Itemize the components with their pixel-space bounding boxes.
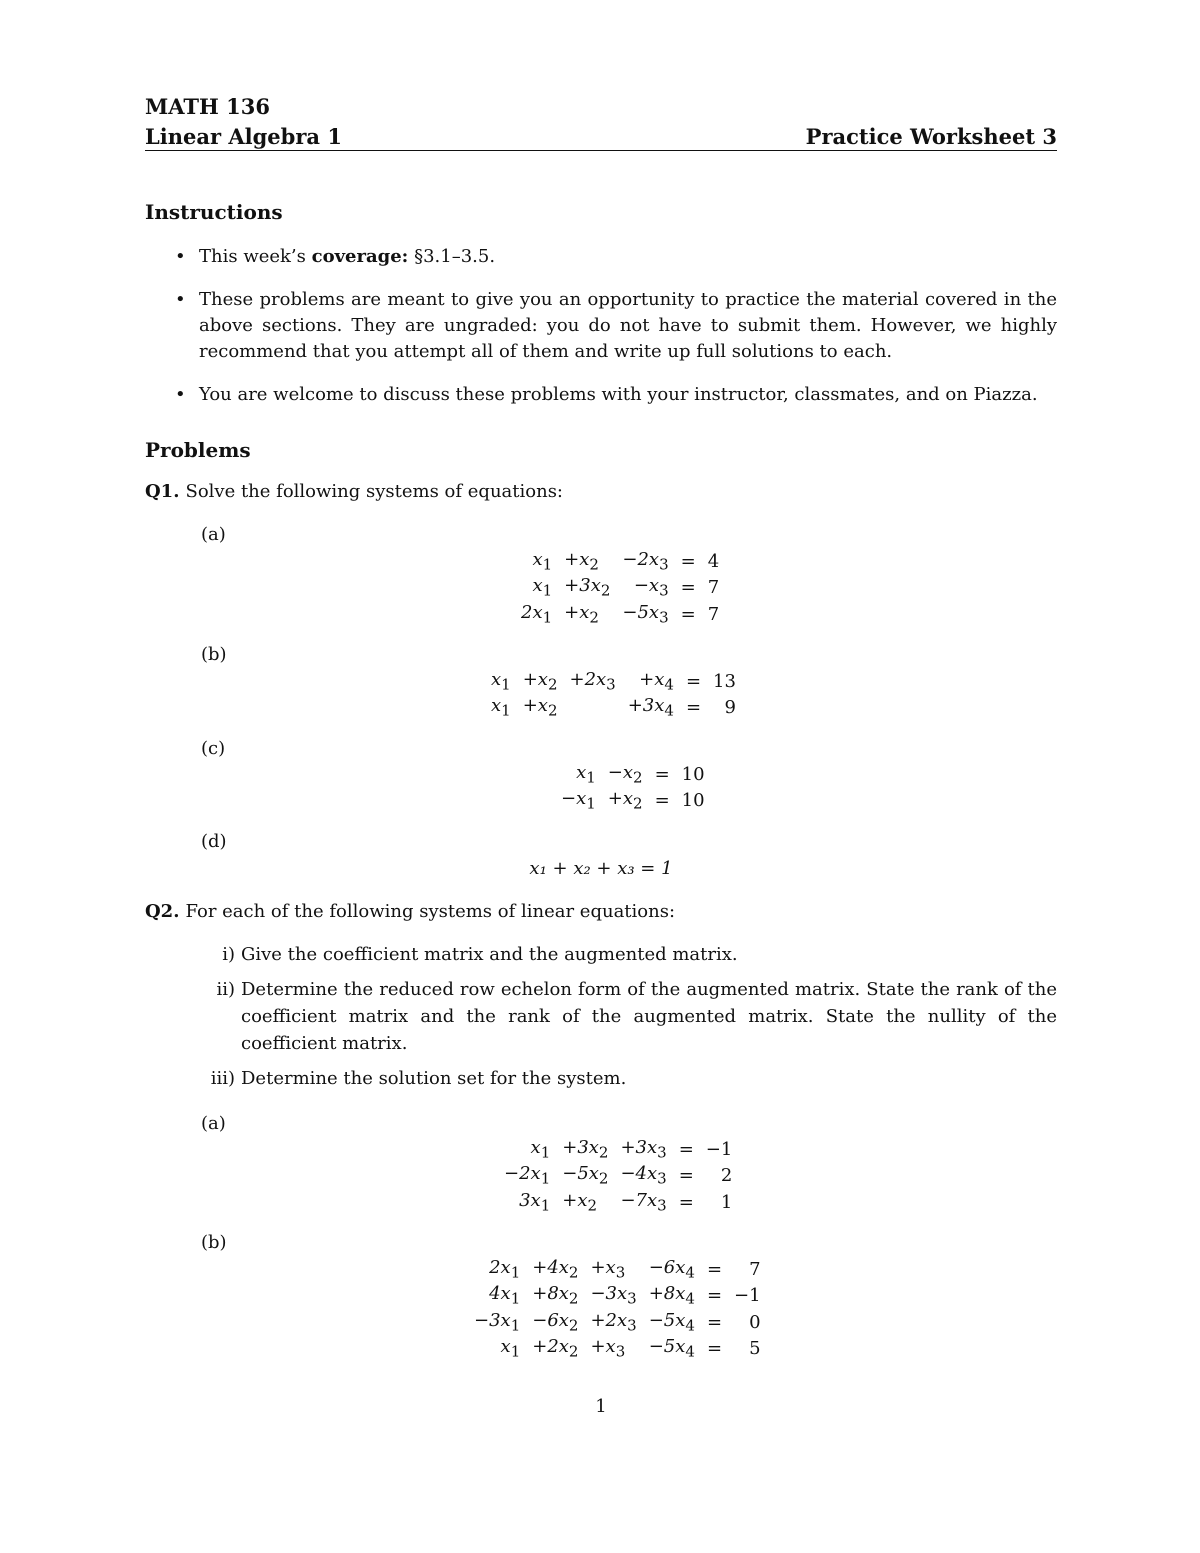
q1-part-a-label: (a)	[201, 524, 226, 545]
course-title: Linear Algebra 1	[145, 124, 342, 149]
equation-row: $-2x_1$ $-5x_2$ $-4x_3$ = 2	[504, 1163, 733, 1189]
equation-row: $4x_1$ $+8x_2$ $-3x_3$ $+8x_4$ = −1	[489, 1283, 761, 1309]
equation-row: $-3x_1$ $-6x_2$ $+2x_3$ $-5x_4$ = 0	[474, 1309, 761, 1335]
equation-row: $3x_1$ $+x_2$ $-7x_3$ = 1	[519, 1189, 733, 1215]
q2a-system	[498, 1136, 738, 1216]
q2b-system	[468, 1256, 767, 1362]
q1a-system	[515, 548, 725, 628]
worksheet-title: Practice Worksheet 3	[805, 124, 1057, 149]
equation-row: $x_1$ $+x_2$ $+3x_4$ = 9	[491, 695, 736, 721]
q1-part-b-label: (b)	[201, 644, 227, 665]
q2-instruction-item: iii) Determine the solution set for the system.	[210, 1068, 627, 1089]
worksheet-page	[145, 0, 1057, 1553]
equation-row: $-x_1$ $+x_2$ = 10	[561, 788, 705, 814]
instruction-item: • You are welcome to discuss these problems with your instructor, classmates, and on Piazza.	[145, 382, 1057, 408]
instruction-item: • These problems are meant to give you an opportunity to practice the material covered in the above sections. They are ungraded: you do not have to submit them. However, we highly recommend that you attempt all of them and write up full solutions to each.	[145, 287, 1057, 365]
q1c-system	[555, 761, 711, 814]
q2-instruction-item: ii) Determine the reduced row echelon form of the augmented matrix. State the rank of the coefficient matrix and the rank of the augmented matrix. State the nullity of the coefficient matrix.	[216, 979, 1057, 1054]
q1-part-c-label: (c)	[201, 738, 226, 759]
instructions-list	[145, 244, 1057, 425]
instructions-heading: Instructions	[145, 200, 283, 224]
header-row	[145, 124, 1057, 149]
q2-part-b-label: (b)	[201, 1232, 227, 1253]
equation-row: $x_1$ $+3x_2$ $-x_3$ = 7	[532, 575, 720, 601]
q2-part-a-label: (a)	[201, 1113, 226, 1134]
q1-part-d-label: (d)	[201, 831, 227, 852]
instruction-item: • This week’s coverage: §3.1–3.5.	[145, 244, 1057, 270]
q1b-system	[485, 668, 742, 721]
header-rule	[145, 150, 1057, 151]
problems-heading: Problems	[145, 438, 251, 462]
page-number: 1	[595, 1396, 607, 1417]
equation-row: $x_1$ $+3x_2$ $+3x_3$ = −1	[530, 1136, 733, 1162]
equation-row: $2x_1$ $+4x_2$ $+x_3$ $-6x_4$ = 7	[489, 1256, 761, 1282]
question-1: Q1. Solve the following systems of equations:	[145, 481, 564, 502]
equation-row: $x_1$ $+2x_2$ $+x_3$ $-5x_4$ = 5	[500, 1336, 761, 1362]
equation-row: $x_1$ $-x_2$ = 10	[576, 761, 705, 787]
q1d-equation: x₁ + x₂ + x₃ = 1	[529, 858, 673, 879]
q2-instruction-item: i) Give the coefficient matrix and the augmented matrix.	[222, 944, 738, 965]
course-code: MATH 136	[145, 94, 271, 119]
question-2: Q2. For each of the following systems of linear equations:	[145, 901, 676, 922]
q2-instructions-list	[201, 941, 1057, 1100]
equation-row: $x_1$ $+x_2$ $-2x_3$ = 4	[532, 548, 720, 574]
equation-row: $x_1$ $+x_2$ $+2x_3$ $+x_4$ = 13	[491, 668, 736, 694]
equation-row: $2x_1$ $+x_2$ $-5x_3$ = 7	[521, 601, 720, 627]
